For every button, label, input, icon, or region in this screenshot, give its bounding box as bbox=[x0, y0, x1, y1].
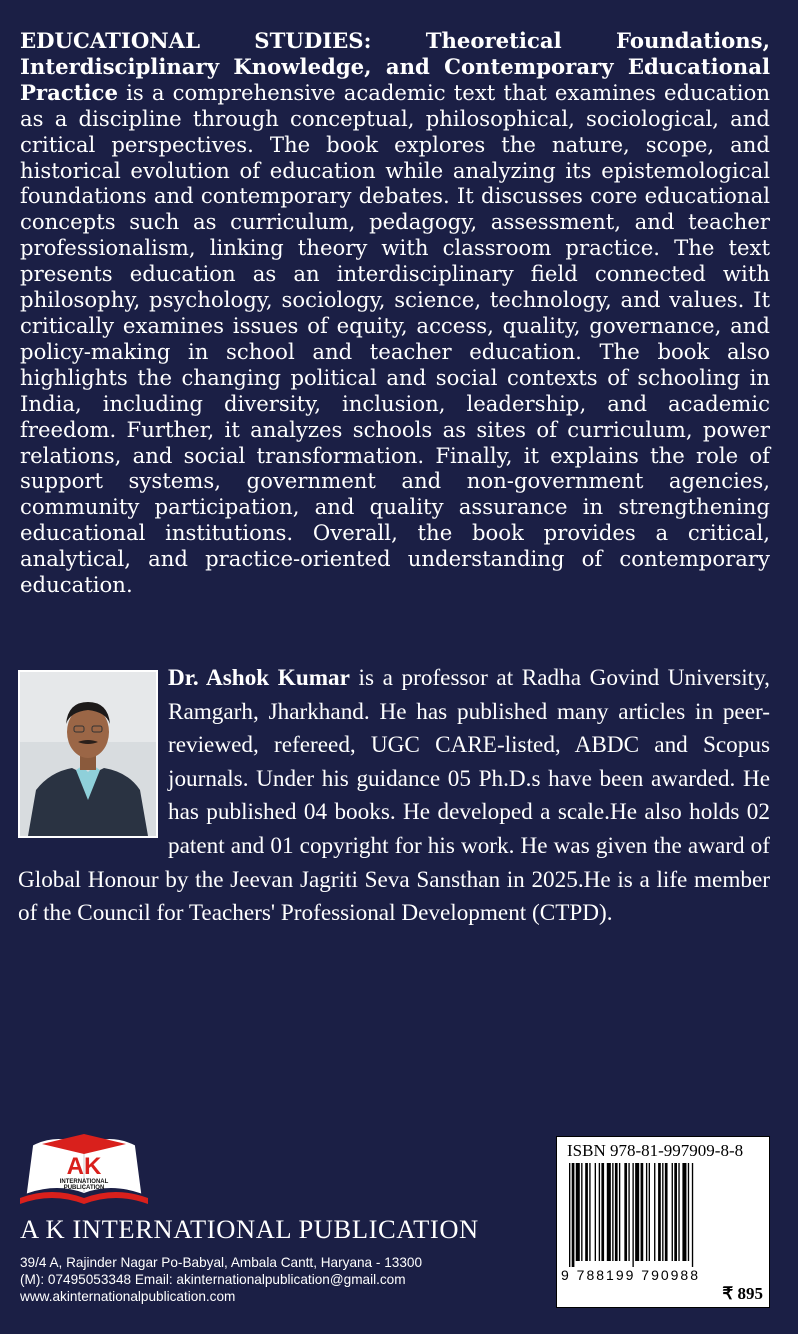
barcode-bar bbox=[589, 1163, 590, 1261]
barcode-bar bbox=[572, 1163, 575, 1267]
barcode-bar bbox=[599, 1163, 600, 1261]
barcode-bar bbox=[576, 1163, 580, 1261]
barcode-bar bbox=[615, 1163, 618, 1261]
book-title: EDUCATIONAL STUDIES: Theoretical Foundations, Interdisciplinary Knowledge, and Contemporary Educational Practice bbox=[20, 28, 770, 105]
barcode-bar bbox=[612, 1163, 613, 1261]
barcode-bar bbox=[632, 1163, 633, 1267]
barcode-bar bbox=[692, 1163, 693, 1267]
publisher-logo bbox=[18, 1134, 150, 1214]
barcode-bar bbox=[581, 1163, 582, 1261]
author-name: Dr. Ashok Kumar bbox=[168, 665, 350, 691]
logo-letters: AK bbox=[66, 1153, 102, 1180]
author-section bbox=[18, 662, 770, 931]
author-bio: is a professor at Radha Govind University, Ramgarh, Jharkhand. He has published many articles in peer-reviewed, refereed, UGC CARE-listed, ABDC and Scopus journals. Under his guidance 05 Ph.D.s have been awarded. He has published 04 books. He developed a scale.He also holds 02 patent and 01 copyright for his work. He was given the award of Global Honour by the Jeevan Jagriti Seva Sansthan in 2025.He is a life member of the Council for Teachers' Professional Development (CTPD). bbox=[18, 665, 770, 927]
barcode-bar bbox=[624, 1163, 627, 1261]
isbn-barcode-box bbox=[556, 1136, 770, 1308]
price-label: ₹ 895 bbox=[722, 1284, 763, 1303]
barcode-bar bbox=[672, 1163, 673, 1261]
barcode-bar bbox=[654, 1163, 655, 1261]
publisher-contact: (M): 07495053348 Email: akinternationalpublication@gmail.com bbox=[20, 1272, 406, 1287]
barcode-bar bbox=[641, 1163, 644, 1261]
publisher-name: A K INTERNATIONAL PUBLICATION bbox=[20, 1214, 479, 1244]
author-portrait-image bbox=[20, 672, 156, 836]
logo-line-1: INTERNATIONAL bbox=[59, 1179, 109, 1185]
barcode-bar bbox=[662, 1163, 663, 1261]
barcode-bar bbox=[678, 1163, 679, 1261]
barcode-bar bbox=[601, 1163, 604, 1261]
barcode-digits: 9 788199 790988 bbox=[561, 1267, 700, 1283]
barcode-bar bbox=[619, 1163, 620, 1261]
barcode-bar bbox=[649, 1163, 650, 1261]
publisher-website: www.akinternationalpublication.com bbox=[20, 1289, 236, 1304]
barcode-bar bbox=[635, 1163, 639, 1261]
barcode-bar bbox=[585, 1163, 588, 1261]
barcode-bar bbox=[595, 1163, 596, 1261]
barcode-bar bbox=[658, 1163, 661, 1261]
barcode-bar bbox=[674, 1163, 677, 1261]
barcode-image bbox=[567, 1163, 759, 1267]
barcode-bar bbox=[665, 1163, 668, 1261]
book-description-text: is a comprehensive academic text that examines education as a discipline through conceptual, philosophical, sociological, and critical perspectives. The book explores the nature, scope, and historical evolution of education while analyzing its epistemological foundations and contemporary debates. It discusses core educational concepts such as curriculum, pedagogy, assessment, and teacher professionalism, linking theory with classroom practice. The text presents education as an interdisciplinary field connected with philosophy, psychology, sociology, science, technology, and values. It critically examines issues of equity, access, quality, governance, and policy-making in school and teacher education. The book also highlights the changing political and social contexts of schooling in India, including diversity, inclusion, leadership, and academic freedom. Further, it analyzes schools as sites of curriculum, power relations, and social transformation. Finally, it explains the role of support systems, government and non-government agencies, community participation, and quality assurance in strengthening educational institutions. Overall, the book provides a critical, analytical, and practice-oriented understanding of contemporary education. bbox=[20, 79, 770, 598]
barcode-bar bbox=[569, 1163, 570, 1267]
logo-line-2: PUBLICATION bbox=[63, 1185, 105, 1191]
barcode-bar bbox=[628, 1163, 629, 1261]
barcode-bar bbox=[607, 1163, 611, 1261]
isbn-label: ISBN 978-81-997909-8-8 bbox=[567, 1141, 744, 1160]
barcode-bar bbox=[646, 1163, 647, 1261]
publisher-address: 39/4 A, Rajinder Nagar Po-Babyal, Ambala Cantt, Haryana - 13300 bbox=[20, 1255, 423, 1270]
barcode-bar bbox=[682, 1163, 686, 1261]
author-photo bbox=[18, 670, 158, 838]
book-description bbox=[20, 28, 770, 598]
barcode-bar bbox=[688, 1163, 689, 1261]
